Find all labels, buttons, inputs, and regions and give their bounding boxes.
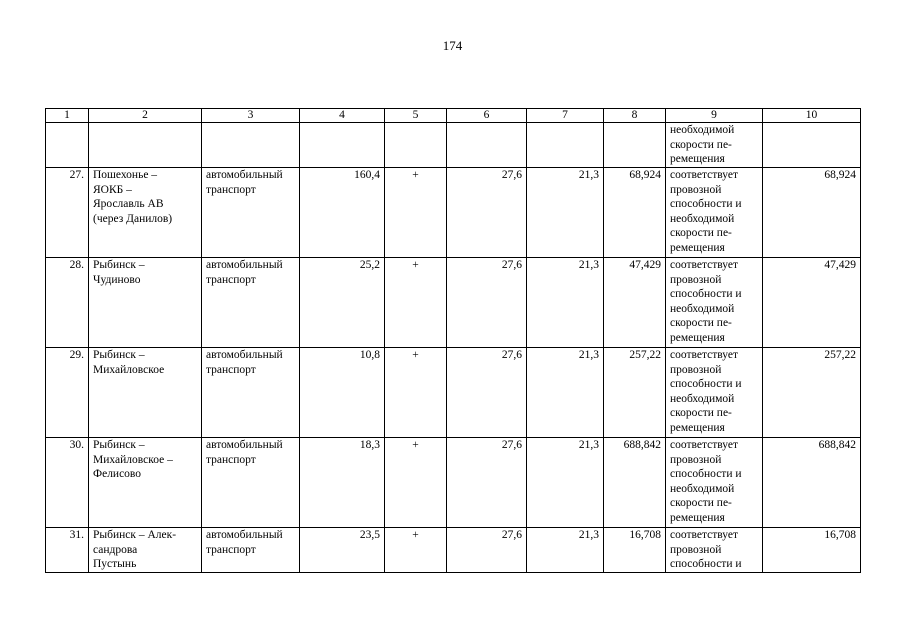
col8-cell: 16,708 xyxy=(604,528,666,573)
header-cell: 2 xyxy=(89,109,202,123)
col6-cell: 27,6 xyxy=(447,528,527,573)
col4-cell: 10,8 xyxy=(300,348,385,438)
transport-cell: автомобильный транспорт xyxy=(202,528,300,573)
col10-cell: 68,924 xyxy=(763,168,861,258)
col6-cell: 27,6 xyxy=(447,168,527,258)
compliance-cell: соответствует провозной способности и необходимой скорости пе- ремещения xyxy=(666,438,763,528)
col7-cell: 21,3 xyxy=(527,348,604,438)
col8-cell: 47,429 xyxy=(604,258,666,348)
header-cell: 6 xyxy=(447,109,527,123)
header-cell: 5 xyxy=(385,109,447,123)
transport-cell: автомобильный транспорт xyxy=(202,348,300,438)
header-cell: 10 xyxy=(763,109,861,123)
route-cell: Пошехонье – ЯОКБ – Ярославль АВ (через Данилов) xyxy=(89,168,202,258)
header-cell: 3 xyxy=(202,109,300,123)
header-cell: 4 xyxy=(300,109,385,123)
col6-cell: 27,6 xyxy=(447,258,527,348)
header-cell: 1 xyxy=(46,109,89,123)
row-number: 31. xyxy=(46,528,89,573)
col5-cell: + xyxy=(385,528,447,573)
col7-cell: 21,3 xyxy=(527,438,604,528)
compliance-cell: соответствует провозной способности и xyxy=(666,528,763,573)
route-cell: Рыбинск – Алек- сандрова Пустынь xyxy=(89,528,202,573)
table-row xyxy=(46,168,861,258)
col7-cell: 21,3 xyxy=(527,258,604,348)
route-table xyxy=(45,108,861,573)
col5-cell: + xyxy=(385,258,447,348)
route-cell: Рыбинск – Чудиново xyxy=(89,258,202,348)
continuation-compliance-cell: необходимой скорости пе- ремещения xyxy=(666,123,763,168)
row-number: 29. xyxy=(46,348,89,438)
compliance-cell: соответствует провозной способности и необходимой скорости пе- ремещения xyxy=(666,258,763,348)
table-row xyxy=(46,348,861,438)
header-cell: 9 xyxy=(666,109,763,123)
col5-cell: + xyxy=(385,348,447,438)
col7-cell: 21,3 xyxy=(527,168,604,258)
col10-cell: 16,708 xyxy=(763,528,861,573)
col6-cell: 27,6 xyxy=(447,348,527,438)
col8-cell: 688,842 xyxy=(604,438,666,528)
compliance-cell: соответствует провозной способности и необходимой скорости пе- ремещения xyxy=(666,168,763,258)
header-cell: 8 xyxy=(604,109,666,123)
col6-cell: 27,6 xyxy=(447,438,527,528)
transport-cell: автомобильный транспорт xyxy=(202,438,300,528)
col4-cell: 18,3 xyxy=(300,438,385,528)
row-number: 27. xyxy=(46,168,89,258)
col4-cell: 160,4 xyxy=(300,168,385,258)
route-cell: Рыбинск – Михайловское – Фелисово xyxy=(89,438,202,528)
transport-cell: автомобильный транспорт xyxy=(202,168,300,258)
col10-cell: 688,842 xyxy=(763,438,861,528)
col4-cell: 25,2 xyxy=(300,258,385,348)
row-number: 28. xyxy=(46,258,89,348)
col10-cell: 47,429 xyxy=(763,258,861,348)
table-header-row xyxy=(46,109,861,123)
header-cell: 7 xyxy=(527,109,604,123)
transport-cell: автомобильный транспорт xyxy=(202,258,300,348)
table-row xyxy=(46,438,861,528)
route-cell: Рыбинск – Михайловское xyxy=(89,348,202,438)
continuation-row xyxy=(46,123,861,168)
col8-cell: 68,924 xyxy=(604,168,666,258)
table-row xyxy=(46,528,861,573)
col4-cell: 23,5 xyxy=(300,528,385,573)
compliance-cell: соответствует провозной способности и необходимой скорости пе- ремещения xyxy=(666,348,763,438)
col7-cell: 21,3 xyxy=(527,528,604,573)
page-number: 174 xyxy=(442,38,463,53)
col5-cell: + xyxy=(385,168,447,258)
row-number: 30. xyxy=(46,438,89,528)
col10-cell: 257,22 xyxy=(763,348,861,438)
table-row xyxy=(46,258,861,348)
col8-cell: 257,22 xyxy=(604,348,666,438)
col5-cell: + xyxy=(385,438,447,528)
